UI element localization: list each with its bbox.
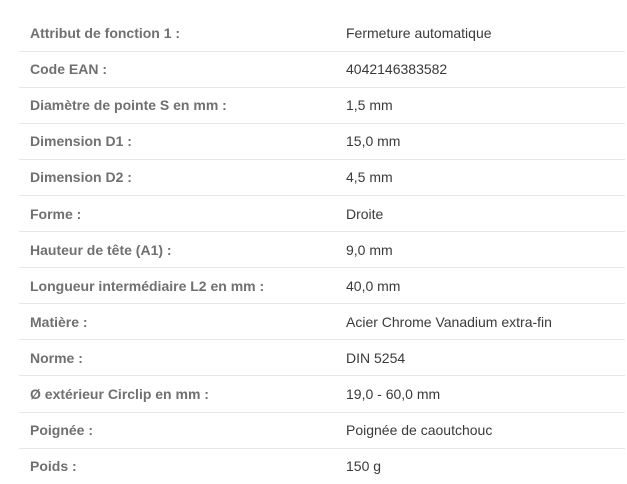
spec-row-weight xyxy=(19,448,625,484)
spec-label: Dimension D1 : xyxy=(19,123,335,159)
spec-value: 19,0 - 60,0 mm xyxy=(335,376,625,412)
spec-row-standard xyxy=(19,340,625,376)
spec-value: Acier Chrome Vanadium extra-fin xyxy=(335,304,625,340)
spec-value: 40,0 mm xyxy=(335,268,625,304)
spec-label: Norme : xyxy=(19,340,335,376)
spec-value: Fermeture automatique xyxy=(335,15,625,51)
spec-row-function-attribute xyxy=(19,15,625,51)
spec-value: 4042146383582 xyxy=(335,51,625,87)
spec-value: Poignée de caoutchouc xyxy=(335,412,625,448)
spec-row-tip-diameter xyxy=(19,87,625,123)
specifications-body xyxy=(19,15,625,484)
spec-row-dimension-d1 xyxy=(19,123,625,159)
spec-label: Ø extérieur Circlip en mm : xyxy=(19,376,335,412)
spec-row-material xyxy=(19,304,625,340)
product-specifications-table xyxy=(19,15,625,484)
spec-label: Poids : xyxy=(30,458,77,475)
spec-row-head-height xyxy=(19,232,625,268)
spec-label: Longueur intermédiaire L2 en mm : xyxy=(19,268,335,304)
spec-label: Matière : xyxy=(19,304,335,340)
spec-label: Forme : xyxy=(19,195,335,231)
spec-value: 9,0 mm xyxy=(335,232,625,268)
spec-row-ean-code xyxy=(19,51,625,87)
spec-value: Droite xyxy=(335,195,625,231)
spec-row-intermediate-length xyxy=(19,268,625,304)
spec-label: Code EAN : xyxy=(19,51,335,87)
spec-value: 1,5 mm xyxy=(335,87,625,123)
spec-value: 15,0 mm xyxy=(335,123,625,159)
spec-value: 4,5 mm xyxy=(335,159,625,195)
spec-label: Poignée : xyxy=(19,412,335,448)
spec-row-shape xyxy=(19,195,625,231)
spec-row-circlip-outer-diameter xyxy=(19,376,625,412)
spec-row-dimension-d2 xyxy=(19,159,625,195)
spec-label: Dimension D2 : xyxy=(19,159,335,195)
spec-value: DIN 5254 xyxy=(335,340,625,376)
spec-label: Attribut de fonction 1 : xyxy=(19,15,335,51)
spec-label: Diamètre de pointe S en mm : xyxy=(19,87,335,123)
spec-label: Hauteur de tête (A1) : xyxy=(19,232,335,268)
spec-row-handle xyxy=(19,412,625,448)
spec-value: 150 g xyxy=(346,458,382,475)
